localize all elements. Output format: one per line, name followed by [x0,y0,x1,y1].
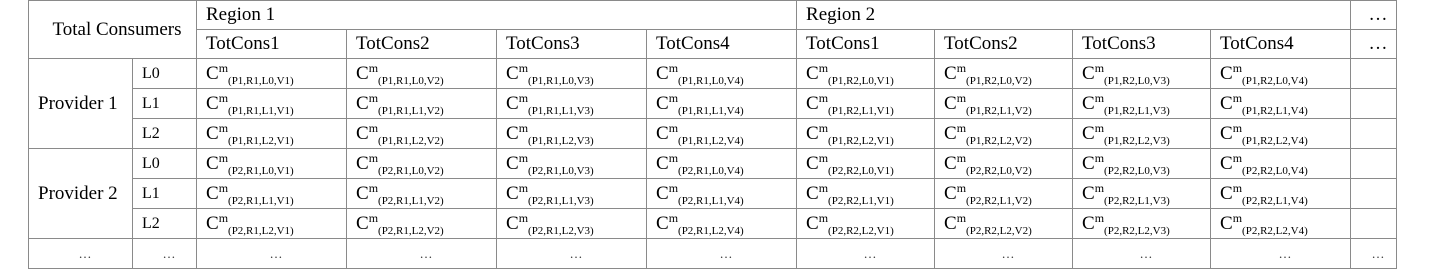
table-cell [1073,59,1211,89]
provider-label: Provider 1 [29,59,133,149]
table-cell [1211,179,1351,209]
cell-symbol: C [806,62,819,84]
cell-subscript: (P1,R2,L1,V4) [1242,104,1308,117]
table-row [29,89,1397,119]
table-cell [1073,179,1211,209]
table-cell [1211,119,1351,149]
ellipsis-cell: … [797,239,935,269]
cell-symbol: C [1082,212,1095,234]
cell-symbol: C [1220,62,1233,84]
column-ellipsis: … [1351,30,1397,59]
cell-superscript: m [668,120,679,135]
cell-superscript: m [1232,150,1243,165]
table-row [29,119,1397,149]
table-cell [647,119,797,149]
table-cell [347,149,497,179]
cell-superscript: m [218,180,229,195]
cell-superscript: m [956,180,967,195]
cell-symbol: C [1220,212,1233,234]
cell-subscript: (P2,R1,L1,V3) [528,194,594,207]
cell-subscript: (P1,R1,L1,V3) [528,104,594,117]
table-row [29,179,1397,209]
cell-superscript: m [668,90,679,105]
cell-superscript: m [218,60,229,75]
cell-subscript: (P2,R2,L2,V3) [1104,224,1170,237]
table-row [29,59,1397,89]
cell-superscript: m [668,180,679,195]
cell-superscript: m [956,60,967,75]
cell-symbol: C [356,122,369,144]
cell-symbol: C [656,152,669,174]
cell-subscript: (P1,R2,L2,V3) [1104,134,1170,147]
column-header: TotCons4 [1211,30,1351,59]
cell-symbol: C [1220,122,1233,144]
cell-superscript: m [518,150,529,165]
consumer-matrix-table [28,0,1397,269]
table-cell [647,179,797,209]
cell-subscript: (P2,R1,L0,V1) [228,164,294,177]
table-cell [647,89,797,119]
cell-subscript: (P1,R2,L2,V2) [966,134,1032,147]
cell-superscript: m [368,180,379,195]
cell-subscript: (P2,R2,L0,V3) [1104,164,1170,177]
cell-subscript: (P1,R2,L0,V4) [1242,74,1308,87]
cell-subscript: (P1,R1,L2,V2) [378,134,444,147]
table-cell [797,119,935,149]
cell-symbol: C [1082,122,1095,144]
cell-subscript: (P1,R1,L0,V3) [528,74,594,87]
cell-symbol: C [506,92,519,114]
ellipsis-cell: … [347,239,497,269]
column-header: TotCons1 [797,30,935,59]
table-cell [347,89,497,119]
level-label: L1 [133,89,197,119]
cell-symbol: C [944,212,957,234]
cell-superscript: m [218,90,229,105]
region-header: Region 1 [197,1,797,30]
table-cell [935,209,1073,239]
cell-subscript: (P2,R1,L1,V2) [378,194,444,207]
ellipsis-cell: … [1211,239,1351,269]
cell-subscript: (P2,R2,L0,V2) [966,164,1032,177]
table-cell [497,89,647,119]
cell-symbol: C [944,152,957,174]
cell-superscript: m [1232,120,1243,135]
table-cell [347,59,497,89]
table-cell [497,209,647,239]
cell-superscript: m [818,90,829,105]
ellipsis-cell: … [1351,239,1397,269]
cell-superscript: m [1232,60,1243,75]
cell-superscript: m [818,120,829,135]
cell-symbol: C [356,92,369,114]
column-header: TotCons3 [497,30,647,59]
table-cell [935,89,1073,119]
corner-label: Total Consumers [29,1,197,59]
cell-subscript: (P1,R1,L1,V2) [378,104,444,117]
cell-symbol: C [944,122,957,144]
cell-symbol: C [806,92,819,114]
cell-symbol: C [1082,182,1095,204]
column-header: TotCons3 [1073,30,1211,59]
table-cell [197,119,347,149]
cell-symbol: C [944,92,957,114]
cell-symbol: C [206,152,219,174]
table-cell [197,179,347,209]
cell-symbol: C [1082,62,1095,84]
cell-superscript: m [368,210,379,225]
cell-symbol: C [356,62,369,84]
region-header: Region 2 [797,1,1351,30]
cell-superscript: m [218,210,229,225]
cell-subscript: (P1,R2,L1,V2) [966,104,1032,117]
table-cell [647,59,797,89]
cell-symbol: C [356,212,369,234]
cell-subscript: (P2,R1,L0,V3) [528,164,594,177]
table-cell [347,209,497,239]
cell-superscript: m [956,150,967,165]
empty-cell [1351,89,1397,119]
cell-subscript: (P1,R1,L0,V2) [378,74,444,87]
cell-subscript: (P2,R1,L1,V1) [228,194,294,207]
cell-symbol: C [656,62,669,84]
table-cell [1211,59,1351,89]
empty-cell [1351,59,1397,89]
cell-superscript: m [1094,120,1105,135]
cell-superscript: m [668,60,679,75]
ellipsis-cell: … [133,239,197,269]
empty-cell [1351,119,1397,149]
cell-symbol: C [206,62,219,84]
cell-symbol: C [656,122,669,144]
provider-label: Provider 2 [29,149,133,239]
cell-superscript: m [818,180,829,195]
table-cell [1211,209,1351,239]
ellipsis-row [29,239,1397,269]
column-header: TotCons2 [935,30,1073,59]
cell-superscript: m [218,150,229,165]
table-cell [1211,149,1351,179]
table-cell [197,59,347,89]
empty-cell [1351,179,1397,209]
table-cell [1211,89,1351,119]
table-cell [197,149,347,179]
cell-superscript: m [1094,90,1105,105]
table-cell [347,119,497,149]
cell-subscript: (P1,R2,L2,V1) [828,134,894,147]
cell-subscript: (P2,R2,L0,V1) [828,164,894,177]
cell-superscript: m [956,210,967,225]
empty-cell [1351,209,1397,239]
cell-subscript: (P1,R1,L2,V3) [528,134,594,147]
level-label: L2 [133,209,197,239]
cell-symbol: C [356,152,369,174]
cell-symbol: C [1220,92,1233,114]
cell-subscript: (P2,R1,L2,V4) [678,224,744,237]
cell-symbol: C [806,122,819,144]
cell-symbol: C [1220,152,1233,174]
ellipsis-cell: … [935,239,1073,269]
cell-subscript: (P1,R2,L1,V3) [1104,104,1170,117]
cell-symbol: C [1220,182,1233,204]
cell-subscript: (P1,R1,L0,V1) [228,74,294,87]
table-cell [1073,209,1211,239]
cell-superscript: m [518,120,529,135]
region-ellipsis: … [1351,1,1397,30]
table-cell [497,119,647,149]
cell-superscript: m [668,150,679,165]
table-row [29,209,1397,239]
cell-subscript: (P2,R2,L2,V2) [966,224,1032,237]
cell-symbol: C [656,182,669,204]
cell-symbol: C [206,122,219,144]
cell-subscript: (P2,R1,L0,V4) [678,164,744,177]
ellipsis-cell: … [1073,239,1211,269]
cell-superscript: m [218,120,229,135]
table-cell [935,119,1073,149]
cell-superscript: m [1232,180,1243,195]
cell-subscript: (P1,R1,L2,V4) [678,134,744,147]
cell-symbol: C [806,152,819,174]
table-cell [1073,89,1211,119]
table-cell [497,179,647,209]
cell-subscript: (P2,R2,L2,V1) [828,224,894,237]
table-cell [935,149,1073,179]
column-header-row [29,30,1397,59]
cell-superscript: m [518,60,529,75]
cell-symbol: C [506,152,519,174]
cell-subscript: (P2,R1,L0,V2) [378,164,444,177]
cell-subscript: (P2,R2,L0,V4) [1242,164,1308,177]
table-cell [797,59,935,89]
level-label: L2 [133,119,197,149]
cell-symbol: C [206,182,219,204]
cell-superscript: m [368,60,379,75]
cell-symbol: C [806,212,819,234]
table-cell [197,89,347,119]
cell-symbol: C [944,182,957,204]
table-cell [1073,119,1211,149]
cell-symbol: C [1082,92,1095,114]
cell-symbol: C [1082,152,1095,174]
table-body [29,1,1397,269]
table-cell [797,209,935,239]
table-cell [497,59,647,89]
cell-superscript: m [368,120,379,135]
cell-superscript: m [1094,210,1105,225]
ellipsis-cell: … [497,239,647,269]
cell-subscript: (P2,R2,L2,V4) [1242,224,1308,237]
cell-subscript: (P1,R2,L0,V1) [828,74,894,87]
column-header: TotCons4 [647,30,797,59]
cell-superscript: m [818,150,829,165]
table-row [29,149,1397,179]
cell-symbol: C [506,62,519,84]
table-cell [347,179,497,209]
cell-symbol: C [656,212,669,234]
cell-subscript: (P1,R2,L0,V3) [1104,74,1170,87]
table-cell [935,179,1073,209]
ellipsis-cell: … [647,239,797,269]
cell-symbol: C [806,182,819,204]
cell-subscript: (P2,R2,L1,V3) [1104,194,1170,207]
cell-symbol: C [944,62,957,84]
cell-subscript: (P1,R1,L1,V4) [678,104,744,117]
cell-superscript: m [668,210,679,225]
table-cell [647,149,797,179]
cell-symbol: C [506,182,519,204]
cell-superscript: m [1094,150,1105,165]
table-cell [797,179,935,209]
cell-subscript: (P2,R1,L1,V4) [678,194,744,207]
cell-superscript: m [1094,180,1105,195]
cell-superscript: m [368,90,379,105]
level-label: L1 [133,179,197,209]
cell-subscript: (P2,R1,L2,V1) [228,224,294,237]
cell-subscript: (P2,R1,L2,V2) [378,224,444,237]
table-cell [935,59,1073,89]
cell-superscript: m [518,90,529,105]
ellipsis-cell: … [197,239,347,269]
cell-symbol: C [206,92,219,114]
column-header: TotCons2 [347,30,497,59]
cell-subscript: (P1,R1,L0,V4) [678,74,744,87]
cell-superscript: m [368,150,379,165]
table-cell [797,89,935,119]
cell-subscript: (P2,R2,L1,V2) [966,194,1032,207]
region-header-row [29,1,1397,30]
cell-subscript: (P1,R1,L2,V1) [228,134,294,147]
cell-symbol: C [206,212,219,234]
cell-symbol: C [506,212,519,234]
table-cell [497,149,647,179]
cell-superscript: m [1232,210,1243,225]
cell-symbol: C [506,122,519,144]
level-label: L0 [133,59,197,89]
level-label: L0 [133,149,197,179]
ellipsis-cell: … [29,239,133,269]
table-cell [1073,149,1211,179]
cell-subscript: (P1,R2,L0,V2) [966,74,1032,87]
cell-subscript: (P1,R2,L1,V1) [828,104,894,117]
table-cell [797,149,935,179]
cell-subscript: (P1,R2,L2,V4) [1242,134,1308,147]
column-header: TotCons1 [197,30,347,59]
cell-symbol: C [356,182,369,204]
empty-cell [1351,149,1397,179]
cell-subscript: (P1,R1,L1,V1) [228,104,294,117]
cell-superscript: m [818,210,829,225]
cell-subscript: (P2,R2,L1,V4) [1242,194,1308,207]
cell-superscript: m [956,120,967,135]
cell-subscript: (P2,R1,L2,V3) [528,224,594,237]
cell-superscript: m [1232,90,1243,105]
table-cell [647,209,797,239]
cell-superscript: m [518,210,529,225]
table-cell [197,209,347,239]
cell-superscript: m [818,60,829,75]
cell-superscript: m [518,180,529,195]
cell-subscript: (P2,R2,L1,V1) [828,194,894,207]
cell-superscript: m [1094,60,1105,75]
cell-symbol: C [656,92,669,114]
cell-superscript: m [956,90,967,105]
